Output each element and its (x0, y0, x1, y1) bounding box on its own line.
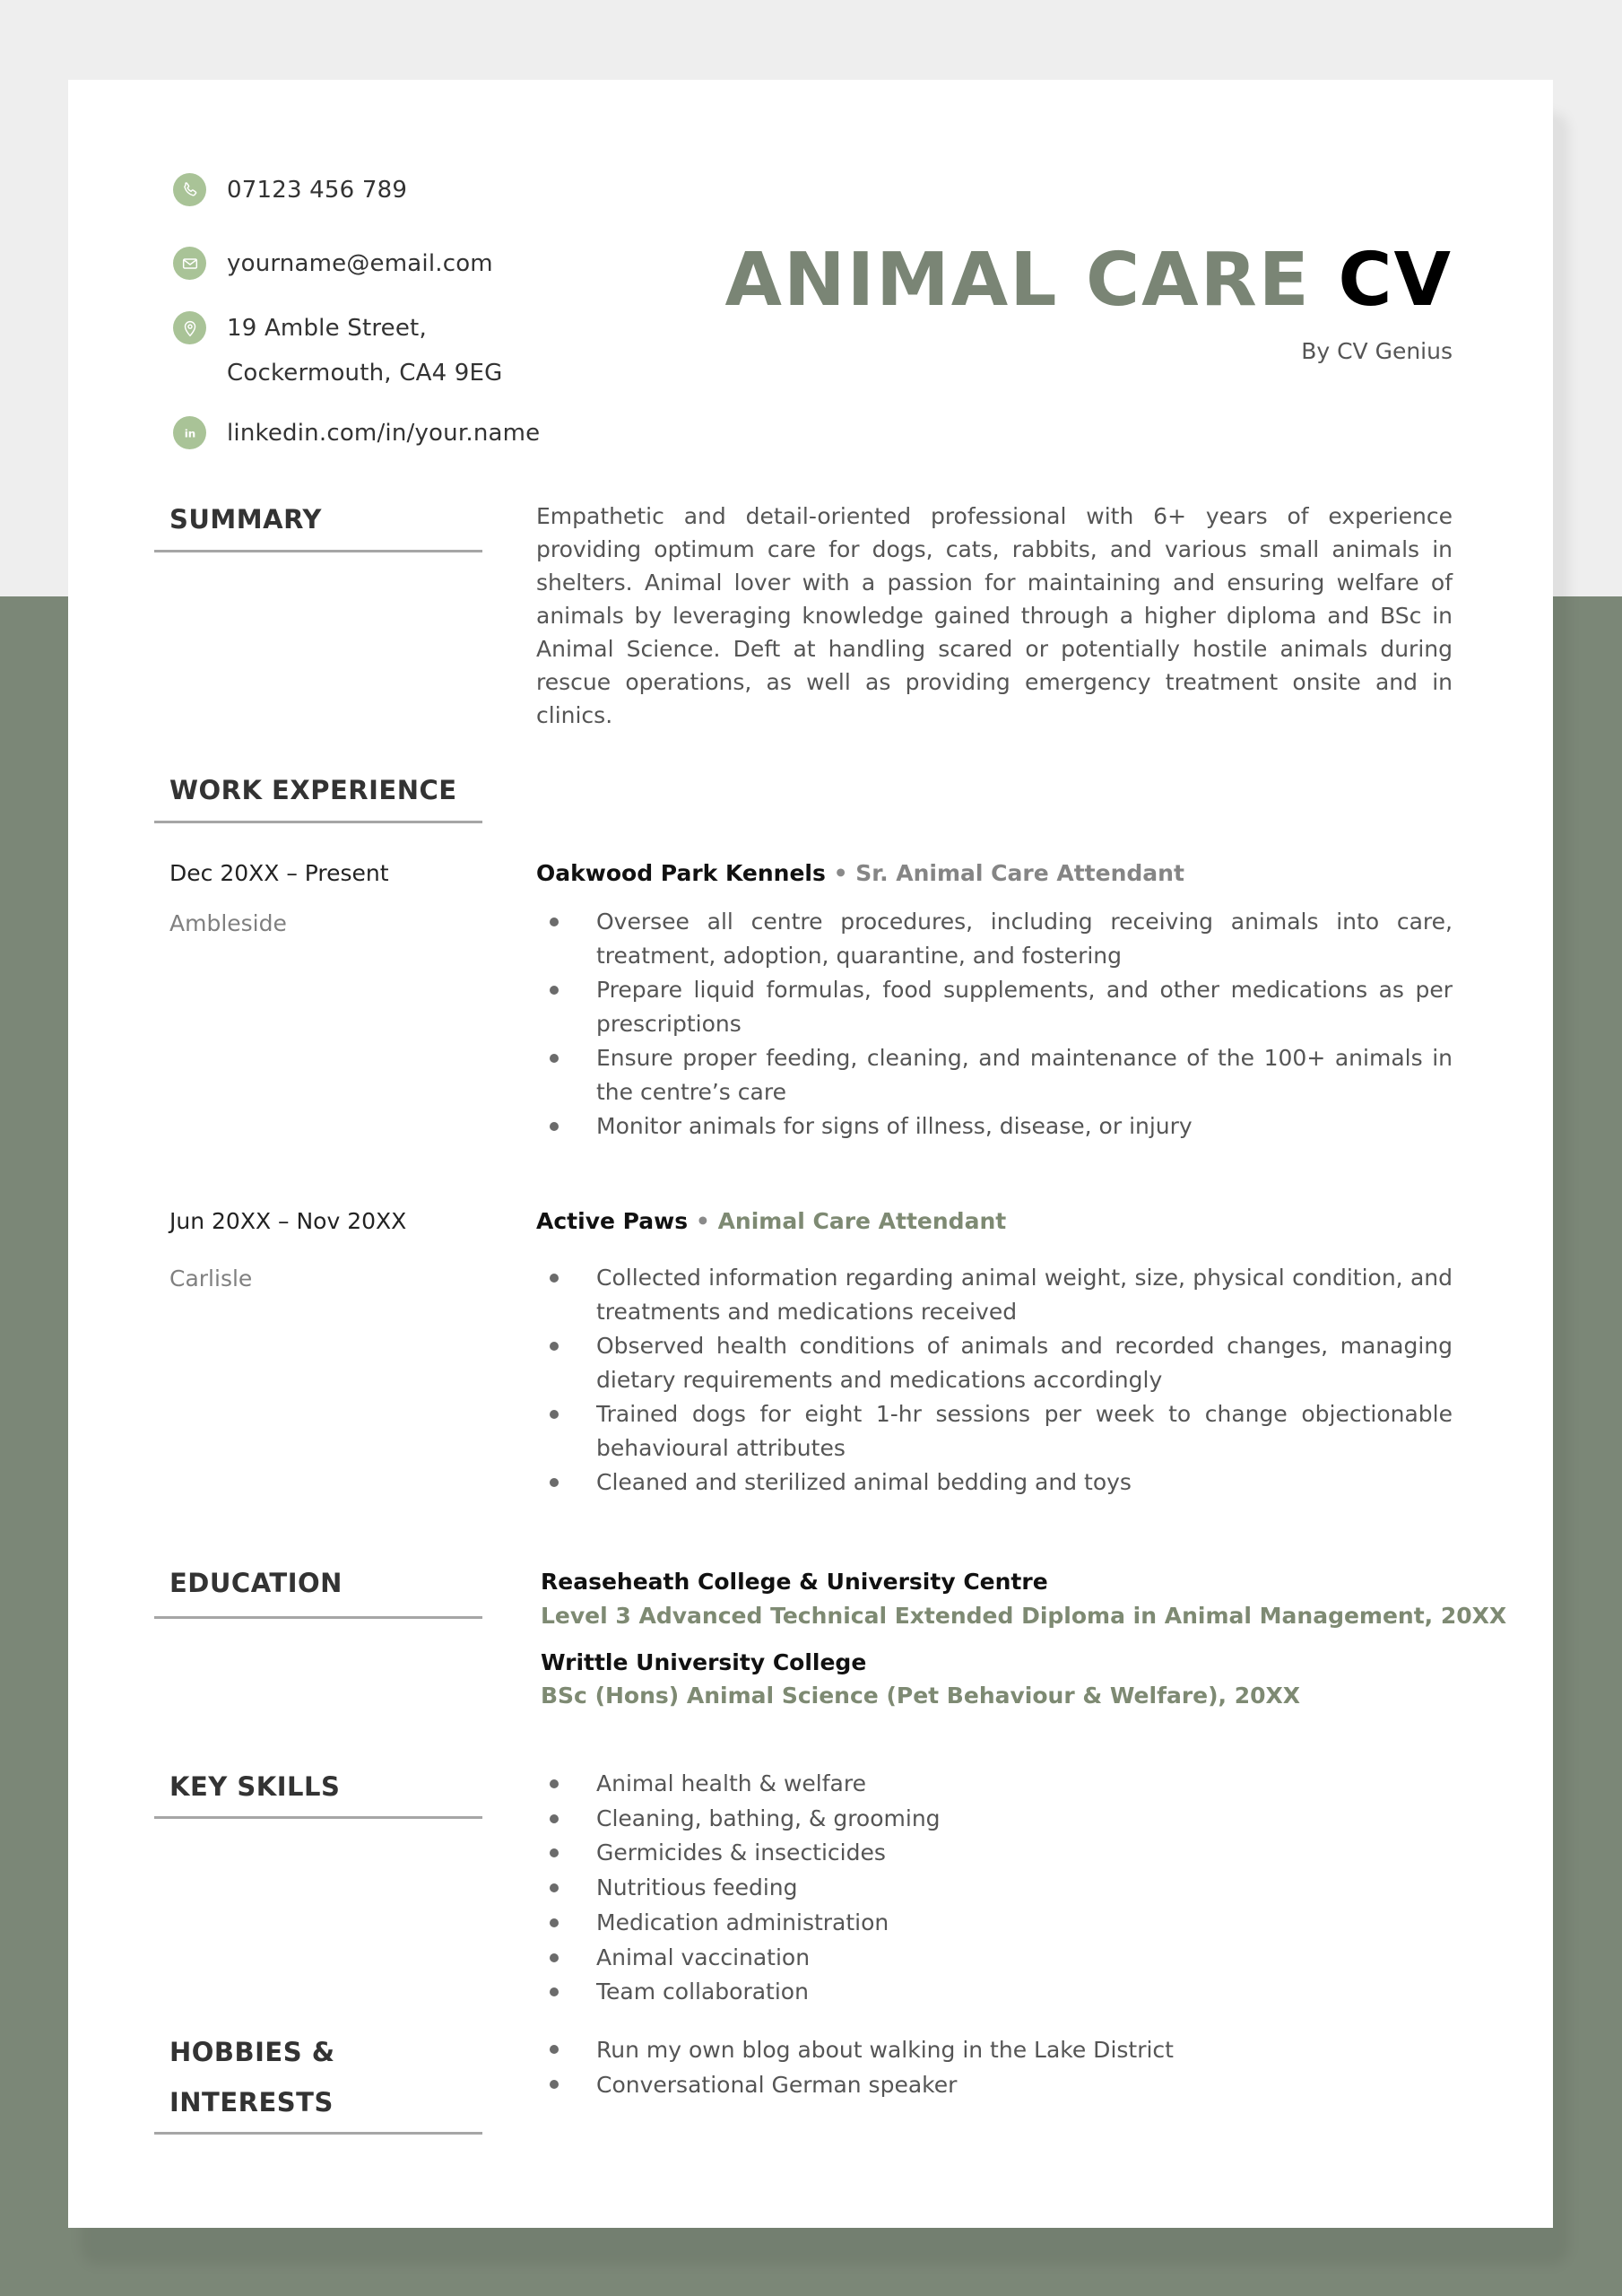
bullet-icon (550, 1883, 559, 1892)
bullet-text: Observed health conditions of animals and recorded changes, managing dietary requirements and medications accordingly (596, 1333, 1453, 1393)
address-line-1: 19 Amble Street, (227, 315, 427, 342)
divider-education (154, 1616, 482, 1619)
list-item (536, 1767, 1453, 1802)
job-header (536, 862, 1184, 884)
bullet-icon (550, 1779, 559, 1788)
bullet-icon (550, 1848, 559, 1857)
byline: By CV Genius (1301, 338, 1453, 364)
bullet-icon (550, 1054, 559, 1063)
bullet-text: Monitor animals for signs of illness, disease, or injury (596, 1113, 1193, 1139)
bullet-text: Oversee all centre procedures, including receiving animals into care, treatment, adoption, quarantine, and fostering (596, 909, 1453, 969)
list-item (536, 1109, 1453, 1144)
title-animal-care: ANIMAL CARE (724, 238, 1311, 323)
bullet-text: Prepare liquid formulas, food supplements, and other medications as per prescriptions (596, 977, 1453, 1037)
skill-text: Team collaboration (596, 1979, 809, 2005)
summary-text: Empathetic and detail-oriented professional with 6+ years of experience providing optimum care for dogs, cats, rabbits, and various small animals in shelters. Animal lover with a passion for maintaining and ensuring welfare of animals by leveraging knowledge gained through a higher diploma and BSc in Animal Science. Deft at handling scared or potentially hostile animals during rescue operations, as well as providing emergency treatment onsite and in clinics. (536, 503, 1453, 728)
list-item (536, 1836, 1453, 1871)
list-item (536, 2067, 1453, 2102)
section-heading-work-experience: WORK EXPERIENCE (169, 775, 457, 805)
separator-dot: • (833, 860, 848, 886)
linkedin-icon (173, 416, 206, 449)
hobbies-list (536, 2032, 1453, 2102)
job-company: Oakwood Park Kennels (536, 860, 826, 886)
bullet-icon (550, 1987, 559, 1996)
linkedin-url[interactable]: linkedin.com/in/your.name (227, 420, 541, 447)
divider-summary (154, 550, 482, 552)
job-company: Active Paws (536, 1208, 689, 1234)
divider-work-experience (154, 821, 482, 823)
list-item (536, 973, 1453, 1041)
section-heading-summary: SUMMARY (169, 504, 322, 535)
location-pin-icon (173, 311, 206, 344)
address-line-2: Cockermouth, CA4 9EG (227, 360, 503, 387)
phone-icon (173, 173, 206, 206)
section-heading-hobbies-line1: HOBBIES & (169, 2037, 335, 2067)
page-title (724, 238, 1453, 323)
bullet-text: Collected information regarding animal weight, size, physical condition, and treatments and medications received (596, 1265, 1453, 1325)
education-degree: BSc (Hons) Animal Science (Pet Behaviour & Welfare), 20XX (541, 1683, 1301, 1709)
bullet-text: Trained dogs for eight 1-hr sessions per week to change objectionable behavioural attributes (596, 1401, 1453, 1461)
job-bullets (536, 1261, 1453, 1500)
phone-number[interactable]: 07123 456 789 (227, 177, 408, 204)
list-item (536, 1465, 1453, 1500)
section-heading-key-skills: KEY SKILLS (169, 1771, 341, 1802)
list-item (536, 1871, 1453, 1906)
bullet-icon (550, 1478, 559, 1487)
section-heading-education: EDUCATION (169, 1568, 343, 1598)
email-address[interactable]: yourname@email.com (227, 250, 493, 277)
list-item (536, 1261, 1453, 1329)
job-role: Animal Care Attendant (717, 1208, 1007, 1234)
bullet-icon (550, 1918, 559, 1927)
bullet-icon (550, 2080, 559, 2089)
section-heading-hobbies-line2: INTERESTS (169, 2087, 334, 2118)
svg-text:in: in (184, 427, 195, 440)
list-item (536, 1941, 1453, 1976)
bullet-icon (550, 1410, 559, 1419)
education-degree: Level 3 Advanced Technical Extended Diploma in Animal Management, 20XX (541, 1603, 1507, 1629)
job-dates: Dec 20XX – Present (169, 860, 389, 886)
job-role: Sr. Animal Care Attendant (855, 860, 1184, 886)
hobby-text: Run my own blog about walking in the Lake District (596, 2037, 1174, 2063)
skill-text: Germicides & insecticides (596, 1839, 886, 1866)
cv-page (68, 80, 1553, 2228)
skill-text: Animal vaccination (596, 1944, 811, 1970)
bullet-icon (550, 1342, 559, 1351)
bullet-icon (550, 1122, 559, 1131)
list-item (536, 1397, 1453, 1465)
email-icon (173, 247, 206, 280)
job-bullets (536, 905, 1453, 1144)
bullet-icon (550, 986, 559, 995)
skills-list (536, 1767, 1453, 2010)
bullet-icon (550, 918, 559, 926)
education-school: Writtle University College (541, 1649, 867, 1675)
separator-dot: • (695, 1208, 710, 1234)
bullet-icon (550, 1274, 559, 1283)
list-item (536, 905, 1453, 973)
list-item (536, 1802, 1453, 1837)
list-item (536, 1906, 1453, 1941)
skill-text: Cleaning, bathing, & grooming (596, 1805, 941, 1831)
bullet-icon (550, 2045, 559, 2054)
divider-hobbies (154, 2132, 482, 2135)
list-item (536, 1041, 1453, 1109)
skill-text: Animal health & welfare (596, 1770, 866, 1796)
list-item (536, 2032, 1453, 2067)
skill-text: Nutritious feeding (596, 1874, 798, 1901)
list-item (536, 1975, 1453, 2010)
job-dates: Jun 20XX – Nov 20XX (169, 1208, 407, 1234)
title-cv: CV (1338, 238, 1453, 323)
bullet-text: Ensure proper feeding, cleaning, and maintenance of the 100+ animals in the centre’s care (596, 1045, 1453, 1105)
list-item (536, 1329, 1453, 1397)
bullet-icon (550, 1953, 559, 1962)
divider-key-skills (154, 1816, 482, 1819)
education-school: Reaseheath College & University Centre (541, 1569, 1048, 1595)
hobby-text: Conversational German speaker (596, 2072, 958, 2098)
job-header (536, 1210, 1006, 1232)
job-location: Ambleside (169, 910, 287, 936)
skill-text: Medication administration (596, 1909, 889, 1935)
bullet-text: Cleaned and sterilized animal bedding and toys (596, 1469, 1132, 1495)
bullet-icon (550, 1814, 559, 1823)
job-location: Carlisle (169, 1265, 253, 1292)
